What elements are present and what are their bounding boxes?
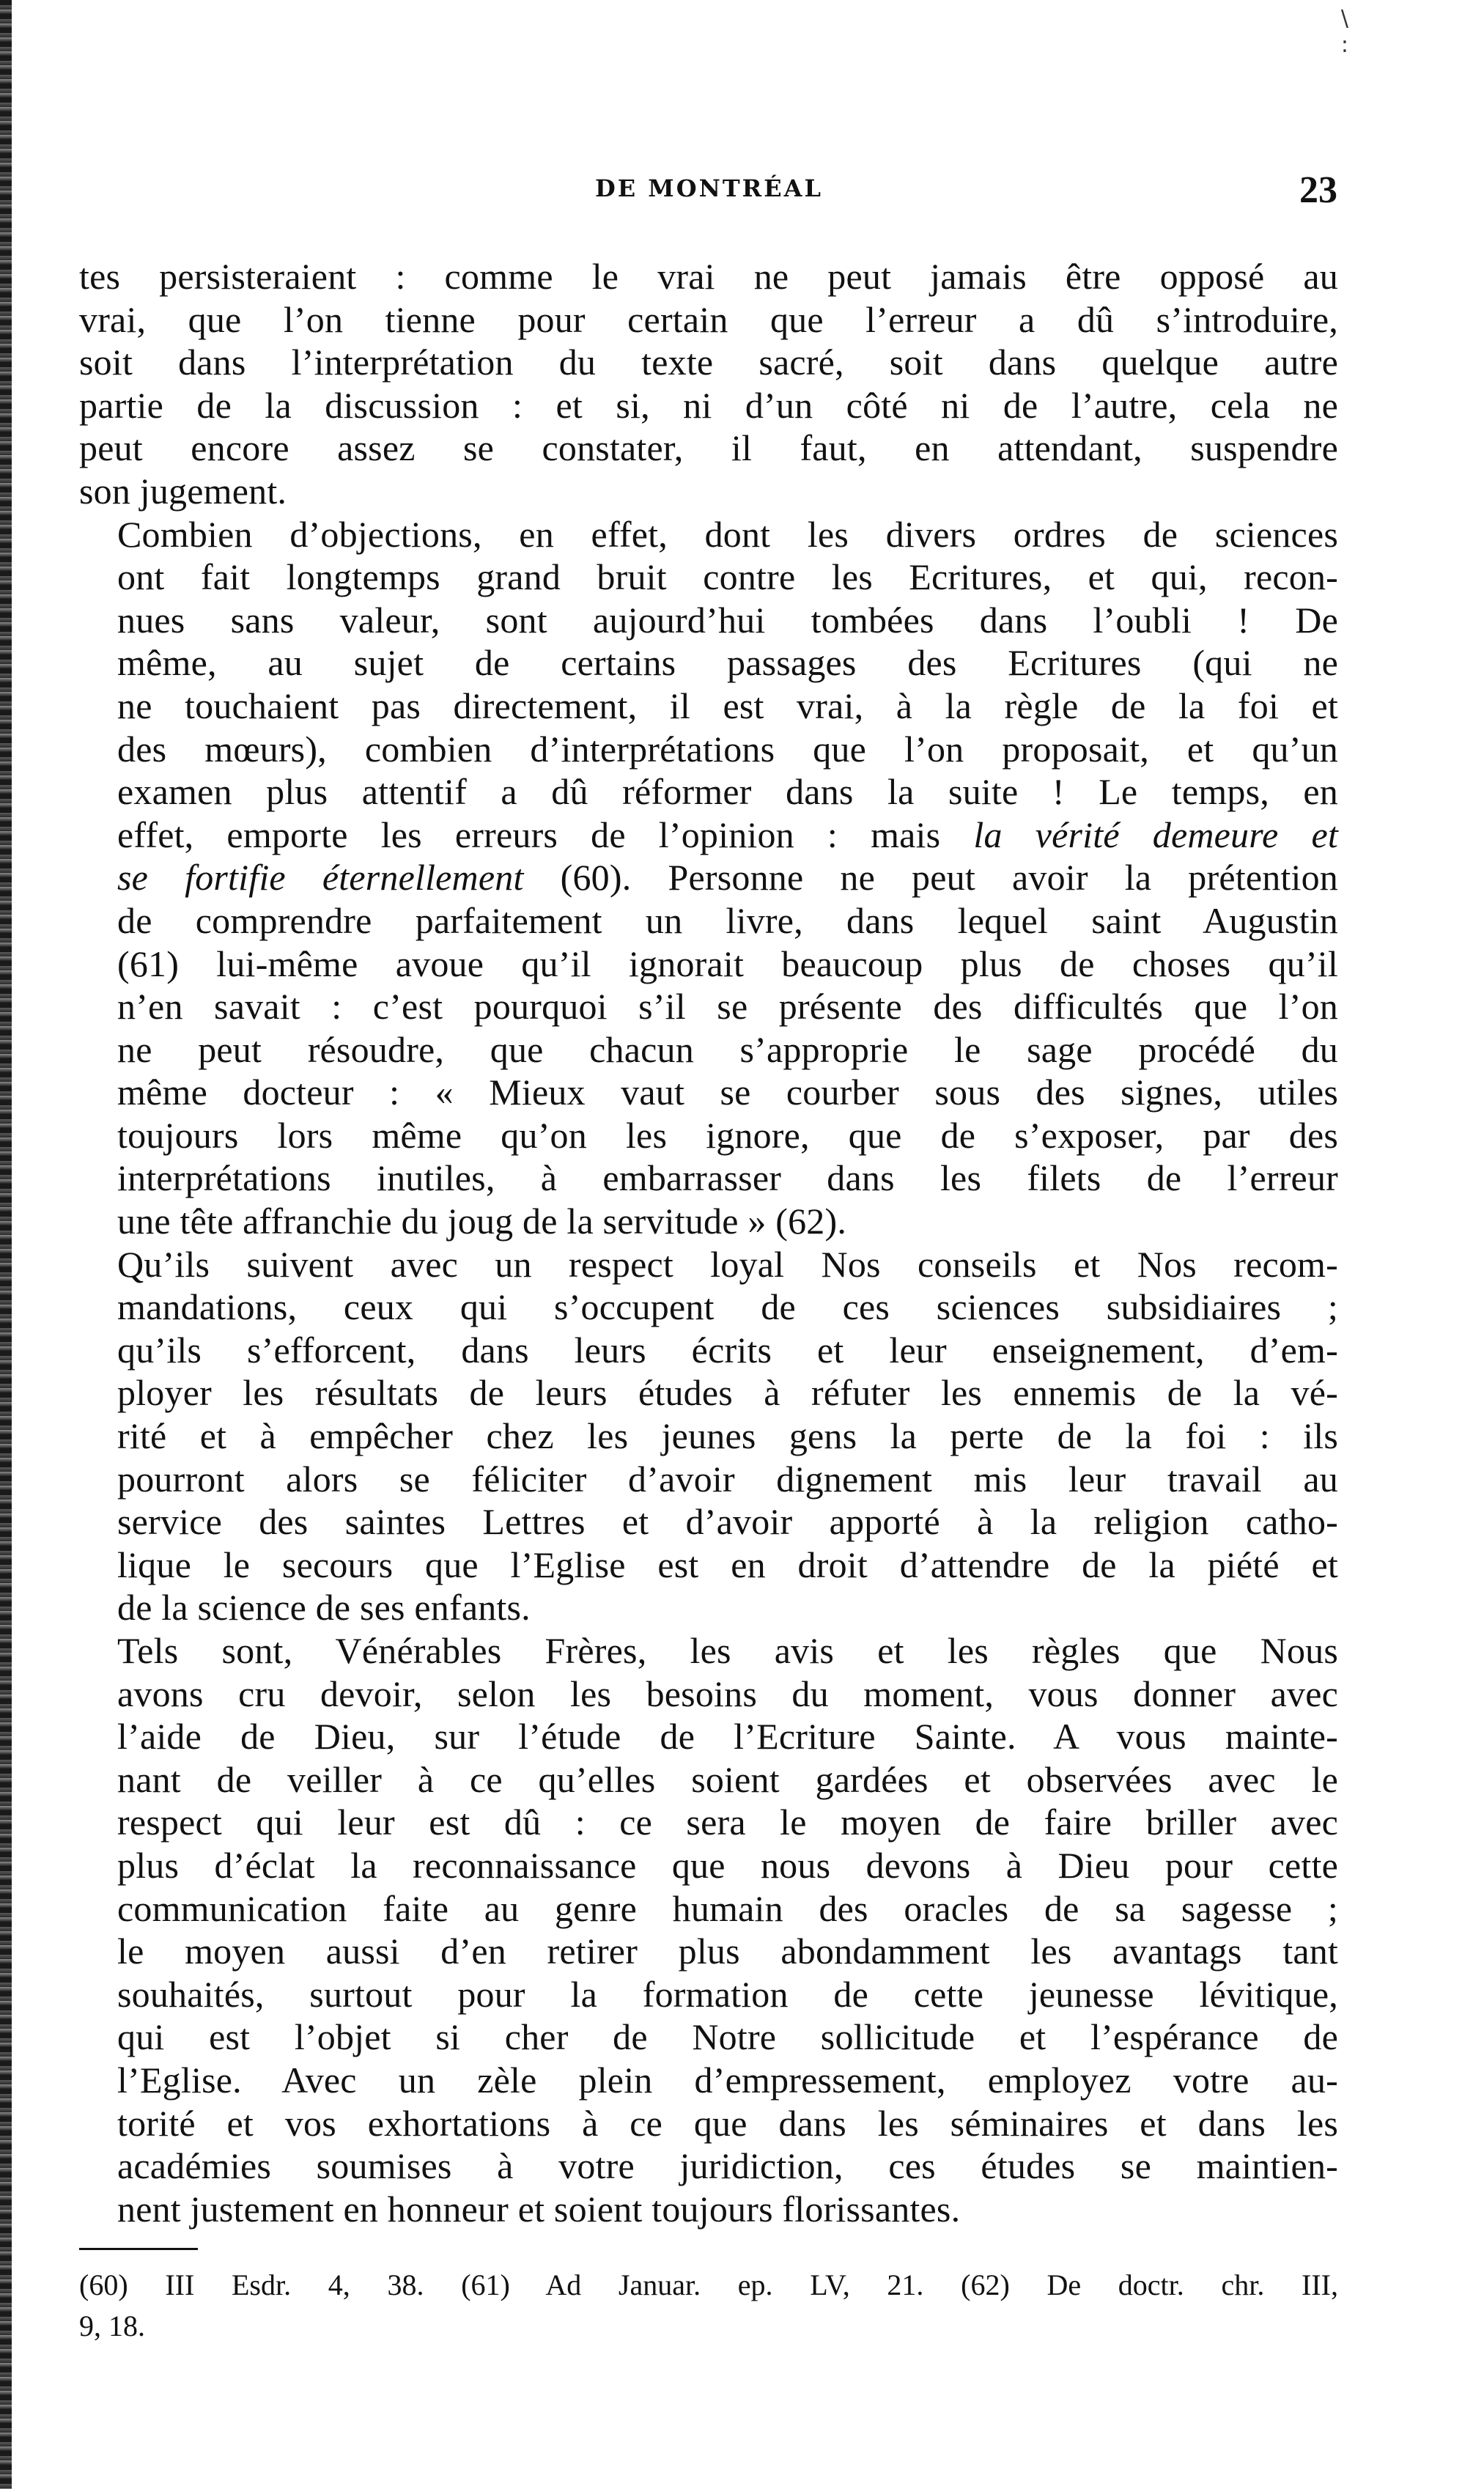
text-line bbox=[79, 814, 1338, 857]
stray-scan-marks bbox=[1341, 6, 1348, 59]
text-line: une tête affranchie du joug de la servitude » (62). bbox=[117, 1201, 847, 1242]
text-line bbox=[79, 856, 1338, 899]
text-line: interprétations inutiles, à embarrasser dans les filets de l’erreur bbox=[117, 1157, 1338, 1199]
page-body bbox=[79, 255, 1338, 2230]
text-line: son jugement. bbox=[79, 470, 287, 512]
text-line: même docteur : « Mieux vaut se courber sous des signes, utiles bbox=[117, 1072, 1338, 1113]
text-line: mandations, ceux qui s’occupent de ces sciences subsidiaires ; bbox=[117, 1286, 1338, 1328]
text-line: tes persisteraient : comme le vrai ne peut jamais être opposé au bbox=[79, 256, 1338, 297]
text-line: avons cru devoir, selon les besoins du moment, vous donner avec bbox=[117, 1673, 1338, 1714]
paragraph-4 bbox=[79, 1629, 1338, 2230]
text-line: de la science de ses enfants. bbox=[117, 1587, 531, 1629]
text-line: nant de veiller à ce qu’elles soient gardées et observées avec le bbox=[117, 1758, 1338, 1800]
stray-mark-backslash: \ bbox=[1340, 6, 1348, 32]
text-line: Qu’ils suivent avec un respect loyal Nos conseils et Nos recom- bbox=[117, 1243, 1338, 1285]
text-line: qu’ils s’efforcent, dans leurs écrits et leur enseignement, d’em- bbox=[117, 1329, 1338, 1371]
text-line: vrai, que l’on tienne pour certain que l’erreur a dû s’introduire, bbox=[79, 298, 1338, 340]
text-line: toujours lors même qu’on les ignore, que de s’exposer, par des bbox=[117, 1114, 1338, 1156]
text-line: lique le secours que l’Eglise est en droit d’attendre de la piété et bbox=[117, 1544, 1338, 1585]
paragraph-1 bbox=[79, 255, 1338, 513]
text-line: nues sans valeur, sont aujourd’hui tombées dans l’oubli ! De bbox=[117, 599, 1338, 641]
text-line: l’Eglise. Avec un zèle plein d’empressement, employez votre au- bbox=[117, 2059, 1338, 2101]
text-line: (61) lui-même avoue qu’il ignorait beaucoup plus de choses qu’il bbox=[117, 943, 1338, 984]
running-title: DE MONTRÉAL bbox=[595, 174, 823, 202]
text-line: plus d’éclat la reconnaissance que nous devons à Dieu pour cette bbox=[117, 1844, 1338, 1886]
text-line: examen plus attentif a dû réformer dans la suite ! Le temps, en bbox=[117, 771, 1338, 813]
text-line: peut encore assez se constater, il faut, en attendant, suspendre bbox=[79, 427, 1338, 469]
scan-binding-edge bbox=[0, 0, 12, 2489]
footnote-line: 9, 18. bbox=[79, 2309, 145, 2342]
text-line: torité et vos exhortations à ce que dans les séminaires et dans les bbox=[117, 2102, 1338, 2144]
text-line: ne touchaient pas directement, il est vrai, à la règle de la foi et bbox=[117, 685, 1338, 726]
footnotes bbox=[79, 2265, 1338, 2347]
text-line: le moyen aussi d’en retirer plus abondamment les avantags tant bbox=[117, 1931, 1338, 1972]
text-segment: (60). Personne ne peut avoir la prétention bbox=[523, 857, 1338, 899]
italic-quote: se fortifie éternellement bbox=[117, 857, 524, 899]
text-line: soit dans l’interprétation du texte sacré, soit dans quelque autre bbox=[79, 342, 1338, 383]
text-line: nent justement en honneur et soient toujours florissantes. bbox=[117, 2188, 961, 2230]
text-line: même, au sujet de certains passages des Ecritures (qui ne bbox=[117, 642, 1338, 684]
text-line: académies soumises à votre juridiction, ces études se maintien- bbox=[117, 2145, 1338, 2187]
running-header bbox=[81, 169, 1337, 218]
page-number: 23 bbox=[1299, 169, 1337, 211]
text-line: communication faite au genre humain des oracles de sa sagesse ; bbox=[117, 1887, 1338, 1929]
text-line: l’aide de Dieu, sur l’étude de l’Ecriture Sainte. A vous mainte- bbox=[117, 1716, 1338, 1758]
text-line: partie de la discussion : et si, ni d’un côté ni de l’autre, cela ne bbox=[79, 384, 1338, 426]
footnote-line: (60) III Esdr. 4, 38. (61) Ad Januar. ep. LV, 21. (62) De doctr. chr. III, bbox=[79, 2268, 1338, 2301]
text-line: ne peut résoudre, que chacun s’approprie le sage procédé du bbox=[117, 1028, 1338, 1070]
text-line: pourront alors se féliciter d’avoir dignement mis leur travail au bbox=[117, 1458, 1338, 1500]
text-line: rité et à empêcher chez les jeunes gens la perte de la foi : ils bbox=[117, 1415, 1338, 1457]
stray-mark-colon: : bbox=[1340, 32, 1348, 58]
text-line: de comprendre parfaitement un livre, dans lequel saint Augustin bbox=[117, 899, 1338, 941]
text-line: n’en savait : c’est pourquoi s’il se présente des difficultés que l’on bbox=[117, 986, 1338, 1028]
text-line: Combien d’objections, en effet, dont les divers ordres de sciences bbox=[117, 513, 1338, 555]
paragraph-2 bbox=[79, 513, 1338, 1243]
text-line: Tels sont, Vénérables Frères, les avis et les règles que Nous bbox=[117, 1630, 1338, 1671]
text-line: service des saintes Lettres et d’avoir apporté à la religion catho- bbox=[117, 1501, 1338, 1543]
text-line: ployer les résultats de leurs études à réfuter les ennemis de la vé- bbox=[117, 1372, 1338, 1414]
text-line: qui est l’objet si cher de Notre sollicitude et l’espérance de bbox=[117, 2016, 1338, 2058]
text-line: respect qui leur est dû : ce sera le moyen de faire briller avec bbox=[117, 1802, 1338, 1843]
text-segment: effet, emporte les erreurs de l’opinion : mais bbox=[117, 814, 974, 855]
text-line: ont fait longtemps grand bruit contre les Ecritures, et qui, recon- bbox=[117, 556, 1338, 598]
text-line: souhaités, surtout pour la formation de cette jeunesse lévitique, bbox=[117, 1973, 1338, 2015]
text-line: des mœurs), combien d’interprétations que l’on proposait, et qu’un bbox=[117, 728, 1338, 770]
italic-quote: la vérité demeure et bbox=[973, 814, 1338, 855]
paragraph-3 bbox=[79, 1243, 1338, 1629]
footnote-separator bbox=[79, 2248, 198, 2250]
